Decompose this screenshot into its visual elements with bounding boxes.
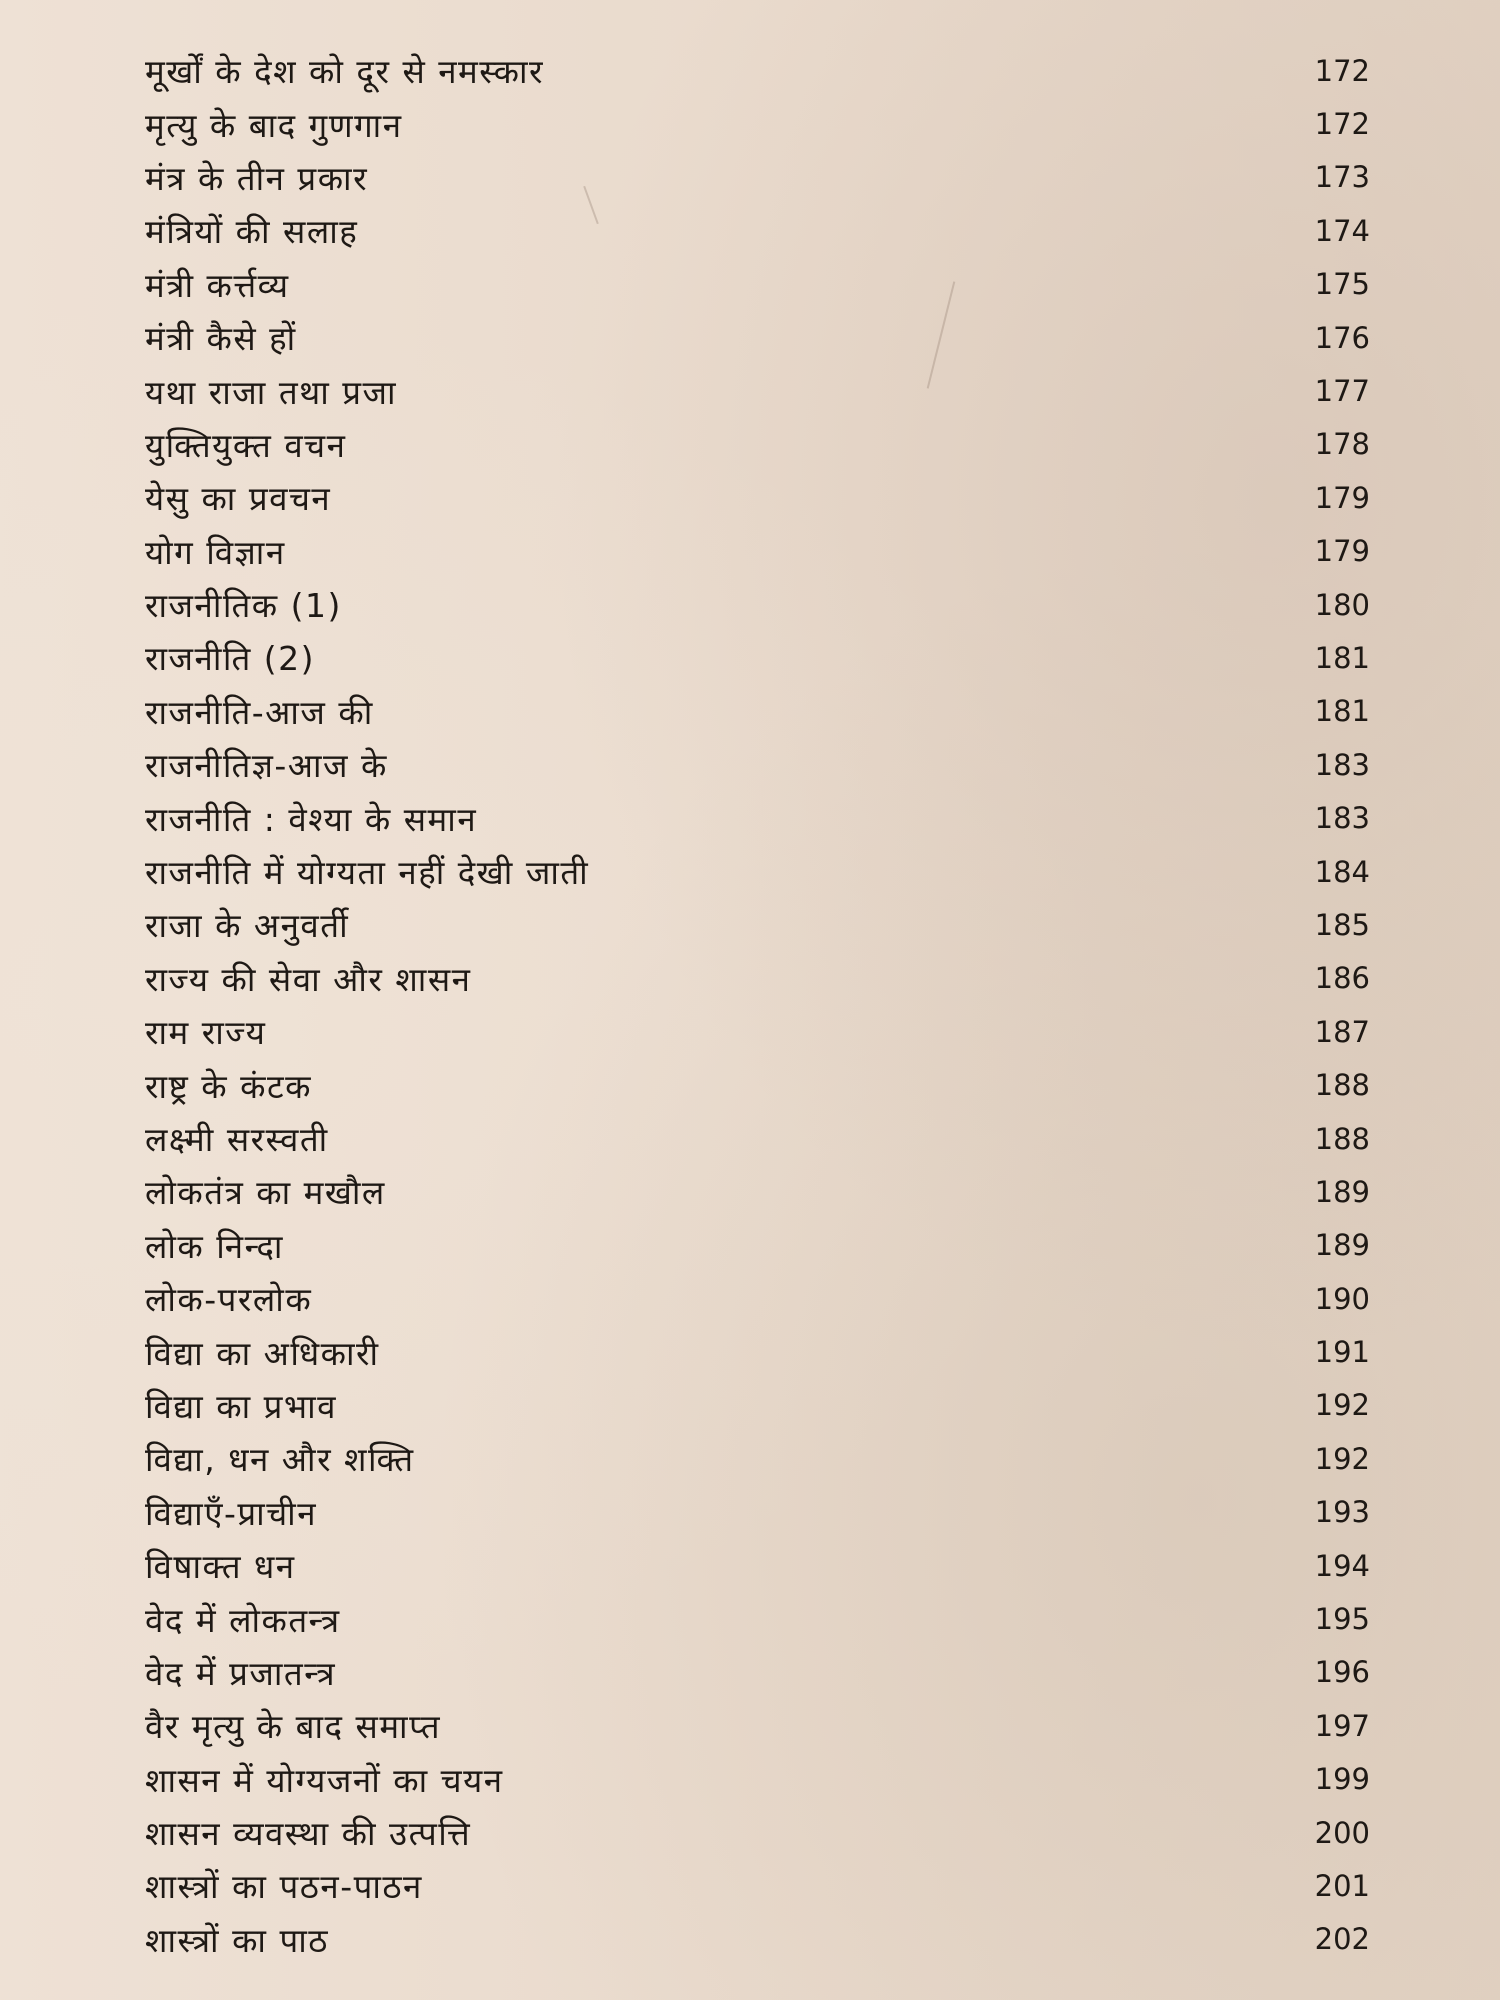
entry-page-number: 193	[1314, 1495, 1370, 1530]
entry-title: वेद में प्रजातन्त्र	[145, 1653, 337, 1693]
toc-entry[interactable]	[145, 1592, 1370, 1645]
entry-page-number: 192	[1314, 1388, 1370, 1423]
entry-page-number: 185	[1314, 907, 1370, 942]
entry-page-number: 197	[1314, 1708, 1370, 1743]
toc-entry[interactable]	[145, 97, 1370, 150]
toc-entry[interactable]	[145, 151, 1370, 204]
entry-page-number: 173	[1314, 160, 1370, 195]
entry-title: मंत्री कर्त्तव्य	[145, 265, 290, 305]
entry-title: राष्ट्र के कंटक	[145, 1066, 312, 1106]
entry-page-number: 202	[1314, 1922, 1370, 1957]
entry-page-number: 196	[1314, 1655, 1370, 1690]
entry-title: विद्या का प्रभाव	[145, 1386, 337, 1426]
toc-entry[interactable]	[145, 1859, 1370, 1912]
entry-title: राजनीति : वेश्या के समान	[145, 799, 478, 839]
entry-title: विद्या का अधिकारी	[145, 1333, 380, 1373]
entry-page-number: 177	[1314, 374, 1370, 409]
entry-page-number: 188	[1314, 1068, 1370, 1103]
entry-page-number: 178	[1314, 427, 1370, 462]
entry-title: युक्तियुक्त वचन	[145, 425, 347, 465]
entry-title: शास्त्रों का पठन-पाठन	[145, 1867, 423, 1907]
toc-entry[interactable]	[145, 1005, 1370, 1058]
toc-entry[interactable]	[145, 1058, 1370, 1111]
toc-entry[interactable]	[145, 418, 1370, 471]
entry-page-number: 179	[1314, 534, 1370, 569]
entry-page-number: 190	[1314, 1281, 1370, 1316]
toc-entry[interactable]	[145, 578, 1370, 631]
toc-entry[interactable]	[145, 311, 1370, 364]
toc-entry[interactable]	[145, 1219, 1370, 1272]
entry-page-number: 187	[1314, 1014, 1370, 1049]
entry-title: लोकतंत्र का मखौल	[145, 1173, 386, 1213]
entry-title: मंत्रियों की सलाह	[145, 212, 359, 252]
entry-title: यथा राजा तथा प्रजा	[145, 372, 398, 412]
entry-page-number: 194	[1314, 1548, 1370, 1583]
toc-entry[interactable]	[145, 1913, 1370, 1966]
toc-entry[interactable]	[145, 1806, 1370, 1859]
entry-title: विद्याएँ-प्राचीन	[145, 1493, 318, 1533]
toc-entry[interactable]	[145, 845, 1370, 898]
toc-entry[interactable]	[145, 631, 1370, 684]
entry-page-number: 189	[1314, 1174, 1370, 1209]
entry-page-number: 183	[1314, 801, 1370, 836]
toc-entry[interactable]	[145, 1486, 1370, 1539]
entry-title: राज्य की सेवा और शासन	[145, 959, 472, 999]
toc-entry[interactable]	[145, 1699, 1370, 1752]
entry-title: शासन में योग्यजनों का चयन	[145, 1760, 504, 1800]
entry-title: शास्त्रों का पाठ	[145, 1920, 329, 1960]
toc-entry[interactable]	[145, 1379, 1370, 1432]
entry-page-number: 176	[1314, 320, 1370, 355]
toc-entry[interactable]	[145, 1753, 1370, 1806]
entry-page-number: 175	[1314, 267, 1370, 302]
entry-title: राजनीति (2)	[145, 639, 315, 679]
entry-title: विषाक्त धन	[145, 1547, 296, 1587]
entry-title: राजा के अनुवर्ती	[145, 906, 350, 946]
toc-entry[interactable]	[145, 1112, 1370, 1165]
toc-entry[interactable]	[145, 1646, 1370, 1699]
toc-entry[interactable]	[145, 364, 1370, 417]
entry-title: राजनीति-आज की	[145, 692, 374, 732]
table-of-contents	[145, 44, 1370, 1966]
entry-title: मंत्री कैसे हों	[145, 319, 297, 359]
entry-title: येसु का प्रवचन	[145, 479, 332, 519]
toc-entry[interactable]	[145, 791, 1370, 844]
toc-entry[interactable]	[145, 685, 1370, 738]
entry-title: राजनीतिक (1)	[145, 586, 342, 626]
entry-page-number: 201	[1314, 1868, 1370, 1903]
entry-page-number: 181	[1314, 640, 1370, 675]
entry-page-number: 172	[1314, 107, 1370, 142]
entry-title: मंत्र के तीन प्रकार	[145, 158, 369, 198]
entry-title: विद्या, धन और शक्ति	[145, 1440, 415, 1480]
entry-page-number: 174	[1314, 213, 1370, 248]
toc-entry[interactable]	[145, 1325, 1370, 1378]
entry-page-number: 183	[1314, 747, 1370, 782]
toc-entry[interactable]	[145, 1165, 1370, 1218]
entry-title: राम राज्य	[145, 1013, 267, 1053]
entry-page-number: 172	[1314, 53, 1370, 88]
entry-title: लक्ष्मी सरस्वती	[145, 1120, 329, 1159]
entry-title: राजनीतिज्ञ-आज के	[145, 746, 388, 786]
entry-page-number: 181	[1314, 694, 1370, 729]
entry-title: लोक-परलोक	[145, 1280, 313, 1320]
toc-entry[interactable]	[145, 1432, 1370, 1485]
toc-entry[interactable]	[145, 898, 1370, 951]
toc-entry[interactable]	[145, 738, 1370, 791]
entry-title: मूर्खों के देश को दूर से नमस्कार	[145, 52, 545, 92]
toc-entry[interactable]	[145, 258, 1370, 311]
entry-title: वैर मृत्यु के बाद समाप्त	[145, 1707, 442, 1747]
toc-entry[interactable]	[145, 1539, 1370, 1592]
entry-title: योग विज्ञान	[145, 532, 286, 572]
entry-page-number: 184	[1314, 854, 1370, 889]
entry-page-number: 180	[1314, 587, 1370, 622]
entry-page-number: 189	[1314, 1228, 1370, 1263]
entry-title: मृत्यु के बाद गुणगान	[145, 105, 403, 145]
entry-page-number: 186	[1314, 961, 1370, 996]
entry-page-number: 200	[1314, 1815, 1370, 1850]
toc-entry[interactable]	[145, 1272, 1370, 1325]
toc-entry[interactable]	[145, 44, 1370, 97]
toc-entry[interactable]	[145, 525, 1370, 578]
entry-page-number: 195	[1314, 1602, 1370, 1637]
toc-entry[interactable]	[145, 952, 1370, 1005]
entry-title: राजनीति में योग्यता नहीं देखी जाती	[145, 853, 590, 893]
entry-page-number: 188	[1314, 1121, 1370, 1156]
entry-title: लोक निन्दा	[145, 1226, 284, 1266]
entry-page-number: 192	[1314, 1441, 1370, 1476]
entry-page-number: 179	[1314, 480, 1370, 515]
toc-entry[interactable]	[145, 471, 1370, 524]
entry-title: शासन व्यवस्था की उत्पत्ति	[145, 1814, 472, 1854]
entry-page-number: 191	[1314, 1335, 1370, 1370]
entry-page-number: 199	[1314, 1762, 1370, 1797]
entry-title: वेद में लोकतन्त्र	[145, 1600, 341, 1640]
toc-entry[interactable]	[145, 204, 1370, 257]
